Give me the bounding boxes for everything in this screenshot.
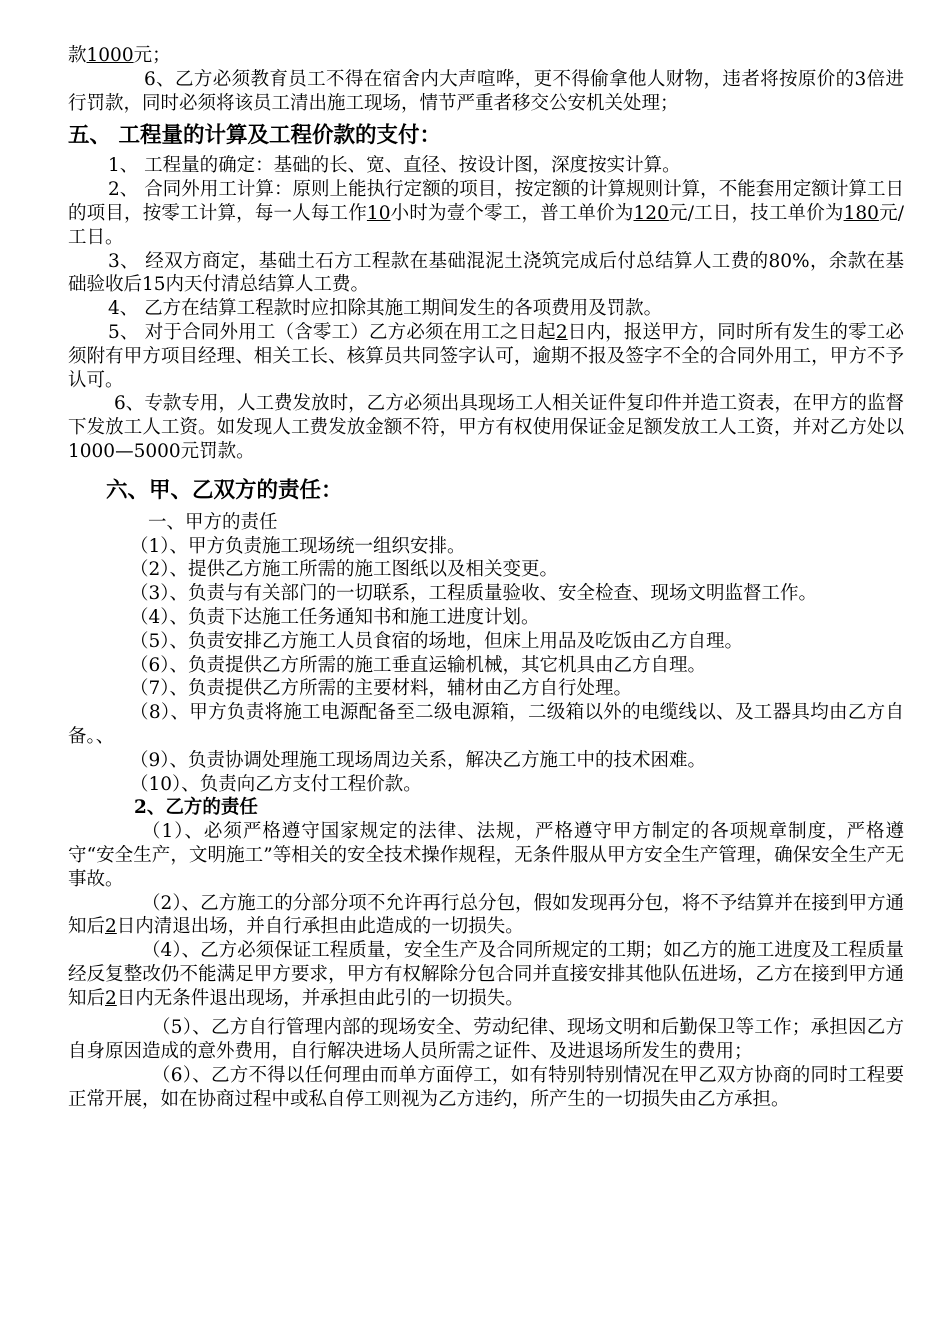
clause-text: （2）、乙方施工的分部分项不允许再行总分包，假如发现再分包，将不予结算并在接到甲方通知后 — [68, 892, 904, 938]
party-b-item-6: （6）、乙方不得以任何理由而单方面停工，如有特别特别情况在甲乙双方协商的同时工程要正常开展，如在协商过程中或私自停工则视为乙方违约，所产生的一切损失由乙方承担。 — [68, 1065, 904, 1110]
party-b-item-4 — [68, 939, 904, 1010]
clause-text: 小时为壹个零工，普工单价为 — [390, 202, 634, 224]
clause-5-6: 6、专款专用，人工费发放时，乙方必须出具现场工人相关证件复印件并造工资表，在甲方的监督下发放工人工资。如发现人工费发放金额不符，甲方有权使用保证金足额发放工人工资，并对乙方处以1000—5000元罚款。 — [68, 393, 904, 462]
party-b-item-2 — [68, 892, 904, 940]
clause-text: 元； — [133, 45, 171, 66]
party-a-item: （1）、甲方负责施工现场统一组织安排。 — [130, 535, 466, 557]
party-a-list — [68, 535, 904, 797]
clause-text: 日内无条件退出现场，并承担由此引的一切损失。 — [116, 987, 524, 1009]
party-b-item-1: （1）、必须严格遵守国家规定的法律、法规，严格遵守甲方制定的各项规章制度，严格遵守“安全生产，文明施工”等相关的安全技术操作规程，无条件服从甲方安全生产管理，确保安全生产无事故。 — [68, 821, 904, 890]
party-a-item: （8）、甲方负责将施工电源配备至二级电源箱，二级箱以外的电缆线以、及工器具均由乙方自备。、 — [68, 702, 904, 747]
clause-text: 2、 合同外用工计算：原则上能执行定额的项目，按定额的计算规则计算，不能套用定额计算工日的项目，按零工计算，每一人每工作 — [68, 179, 904, 224]
section-5-heading: 五、 工程量的计算及工程价款的支付： — [68, 123, 441, 149]
report-days: 2 — [555, 321, 568, 343]
clause-text: 日内清退出场，并自行承担由此造成的一切损失。 — [116, 916, 524, 938]
party-a-item: （6）、负责提供乙方所需的施工垂直运输机械，其它机具由乙方自理。 — [130, 654, 707, 676]
section-6-heading: 六、甲、乙双方的责任： — [106, 477, 343, 503]
clause-5-1: 1、 工程量的确定：基础的长、宽、直径、按设计图，深度按实计算。 — [108, 155, 681, 177]
skilled-worker-price: 180 — [843, 202, 879, 224]
document-page — [68, 44, 904, 1112]
general-worker-price: 120 — [633, 202, 669, 224]
clause-text: 元/工日。 — [68, 202, 905, 248]
fine-amount: 1000 — [86, 45, 134, 66]
work-hours: 10 — [366, 202, 391, 224]
clause-4-5-continuation — [68, 44, 904, 68]
party-a-item: （5）、负责安排乙方施工人员食宿的场地，但床上用品及吃饭由乙方自理。 — [130, 630, 744, 652]
clause-5-5 — [68, 321, 904, 392]
clause-text: 5、 对于合同外用工（含零工）乙方必须在用工之日起 — [108, 321, 556, 343]
party-a-item: （9）、负责协调处理施工现场周边关系，解决乙方施工中的技术困难。 — [130, 749, 707, 771]
party-b-title: 2、乙方的责任 — [134, 797, 258, 819]
party-a-title: 一、甲方的责任 — [148, 511, 278, 533]
clause-text: （4）、乙方必须保证工程质量，安全生产及合同所规定的工期；如乙方的施工进度及工程质量经反复整改仍不能满足甲方要求，甲方有权解除分包合同并直接安排其他队伍进场，乙方在接到甲方通知后 — [68, 940, 904, 1009]
clause-text: 款 — [68, 45, 87, 66]
clause-4-6: 6、乙方必须教育员工不得在宿舍内大声喧哗，更不得偷拿他人财物，违者将按原价的3倍进行罚款，同时必须将该员工清出施工现场，情节严重者移交公安机关处理； — [68, 68, 904, 114]
clause-text: 日内，报送甲方，同时所有发生的零工必须附有甲方项目经理、相关工长、核算员共同签字认可，逾期不报及签字不全的合同外用工，甲方不予认可。 — [68, 321, 904, 391]
clause-5-3: 3、 经双方商定，基础土石方工程款在基础混泥土浇筑完成后付总结算人工费的80%，余款在基础验收后15内天付清总结算人工费。 — [68, 250, 904, 296]
clause-5-4: 4、 乙方在结算工程款时应扣除其施工期间发生的各项费用及罚款。 — [108, 298, 663, 320]
party-a-item: （2）、提供乙方施工所需的施工图纸以及相关变更。 — [130, 559, 559, 581]
party-a-item: （10）、负责向乙方支付工程价款。 — [130, 773, 422, 795]
party-b-item-5: （5）、乙方自行管理内部的现场安全、劳动纪律、现场文明和后勤保卫等工作；承担因乙方自身原因造成的意外费用，自行解决进场人员所需之证件、及进退场所发生的费用； — [68, 1017, 904, 1063]
party-a-item: （3）、负责与有关部门的一切联系，工程质量验收、安全检查、现场文明监督工作。 — [130, 583, 818, 605]
party-a-item: （7）、负责提供乙方所需的主要材料，辅材由乙方自行处理。 — [130, 678, 633, 700]
exit-days: 2 — [105, 916, 117, 938]
exit-days: 2 — [105, 987, 117, 1009]
party-a-item: （4）、负责下达施工任务通知书和施工进度计划。 — [130, 606, 540, 628]
clause-text: 元/工日，技工单价为 — [668, 202, 844, 224]
clause-5-2 — [68, 178, 904, 249]
